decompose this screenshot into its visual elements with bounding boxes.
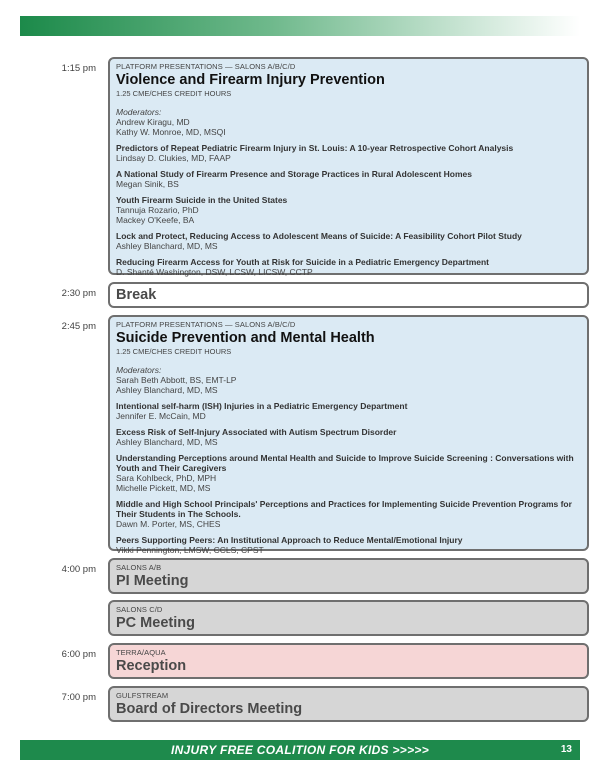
session-card[interactable] — [108, 282, 589, 308]
footer-title: INJURY FREE COALITION FOR KIDS >>>>> — [170, 743, 430, 757]
session-kicker: TERRA/AQUA — [116, 648, 166, 657]
session-card[interactable] — [108, 57, 589, 275]
session-card[interactable] — [108, 558, 589, 594]
presentation-author: Mackey O'Keefe, BA — [116, 215, 195, 225]
presentation-item — [116, 257, 581, 277]
presentation-author: Vikki Pennington, LMSW, CCLS, CPST — [116, 545, 264, 555]
presentation-author: Dawn M. Porter, MS, CHES — [116, 519, 221, 529]
presentation-author: Lindsay D. Clukies, MD, FAAP — [116, 153, 231, 163]
moderators-label: Moderators: — [116, 365, 162, 375]
session-kicker: SALONS A/B — [116, 563, 162, 572]
presentation-title: Middle and High School Principals' Perceptions and Practices for Implementing Suicide Prevention Programs for Their Students in The Schools. — [116, 499, 572, 519]
presentation-item — [116, 535, 581, 555]
presentation-title: Youth Firearm Suicide in the United States — [116, 195, 288, 205]
session-title: PI Meeting — [116, 573, 189, 589]
presentation-title: Predictors of Repeat Pediatric Firearm Injury in St. Louis: A 10-year Retrospective Cohort Analysis — [116, 143, 514, 153]
session-card[interactable] — [108, 315, 589, 555]
presentation-author: Michelle Pickett, MD, MS — [116, 483, 211, 493]
session-time: 1:15 pm — [61, 63, 96, 74]
presentation-author: Megan Sinik, BS — [116, 179, 179, 189]
moderators-label: Moderators: — [116, 107, 162, 117]
presentation-author: Jennifer E. McCain, MD — [116, 411, 206, 421]
presentation-author: Ashley Blanchard, MD, MS — [116, 241, 218, 251]
presentation-author: D. Shanté Washington, DSW, LCSW, LICSW, CCTP — [116, 267, 313, 277]
session-time: 4:00 pm — [61, 564, 96, 575]
session-title: Break — [116, 287, 157, 303]
presentation-item — [116, 169, 581, 189]
presentation-item — [116, 453, 581, 493]
header-gradient-bar — [20, 16, 580, 36]
session-time: 2:30 pm — [61, 288, 96, 299]
presentation-item — [116, 195, 581, 225]
presentation-title: Excess Risk of Self-Injury Associated with Autism Spectrum Disorder — [116, 427, 397, 437]
credit-hours: 1.25 CME/CHES CREDIT HOURS — [116, 347, 232, 356]
session-kicker: GULFSTREAM — [116, 691, 169, 700]
credit-hours: 1.25 CME/CHES CREDIT HOURS — [116, 89, 232, 98]
presentation-item — [116, 231, 581, 251]
presentation-title: Understanding Perceptions around Mental Health and Suicide to Improve Suicide Screening : Conversations with Youth and Their Caregivers — [116, 453, 574, 473]
session-kicker: SALONS C/D — [116, 605, 163, 614]
session-time: 2:45 pm — [61, 321, 96, 332]
session-kicker: PLATFORM PRESENTATIONS — SALONS A/B/C/D — [116, 320, 296, 329]
presentation-author: Tannuja Rozario, PhD — [116, 205, 199, 215]
session-title: Reception — [116, 658, 187, 674]
moderator-name: Ashley Blanchard, MD, MS — [116, 385, 218, 395]
footer-bar — [20, 740, 580, 760]
presentation-title: Lock and Protect, Reducing Access to Adolescent Means of Suicide: A Feasibility Cohort Pilot Study — [116, 231, 522, 241]
presentation-item — [116, 427, 581, 447]
session-time: 7:00 pm — [61, 692, 96, 703]
presentation-author: Sara Kohlbeck, PhD, MPH — [116, 473, 217, 483]
presentation-item — [116, 499, 581, 529]
presentation-title: A National Study of Firearm Presence and Storage Practices in Rural Adolescent Homes — [116, 169, 473, 179]
session-kicker: PLATFORM PRESENTATIONS — SALONS A/B/C/D — [116, 62, 296, 71]
session-time: 6:00 pm — [61, 649, 96, 660]
presentation-title: Peers Supporting Peers: An Institutional Approach to Reduce Mental/Emotional Injury — [116, 535, 463, 545]
presentation-title: Intentional self-harm (ISH) Injuries in a Pediatric Emergency Department — [116, 401, 408, 411]
session-card[interactable] — [108, 600, 589, 636]
presentation-author: Ashley Blanchard, MD, MS — [116, 437, 218, 447]
presentation-item — [116, 143, 581, 163]
session-title: PC Meeting — [116, 615, 195, 631]
presentation-item — [116, 401, 581, 421]
presentation-title: Reducing Firearm Access for Youth at Risk for Suicide in a Pediatric Emergency Department — [116, 257, 490, 267]
moderator-name: Sarah Beth Abbott, BS, EMT-LP — [116, 375, 237, 385]
session-title: Suicide Prevention and Mental Health — [116, 330, 375, 346]
session-title: Board of Directors Meeting — [116, 701, 303, 717]
moderator-name: Kathy W. Monroe, MD, MSQI — [116, 127, 226, 137]
page-number: 13 — [560, 744, 572, 755]
moderator-name: Andrew Kiragu, MD — [116, 117, 190, 127]
session-card[interactable] — [108, 686, 589, 722]
session-card[interactable] — [108, 643, 589, 679]
session-title: Violence and Firearm Injury Prevention — [116, 72, 385, 88]
